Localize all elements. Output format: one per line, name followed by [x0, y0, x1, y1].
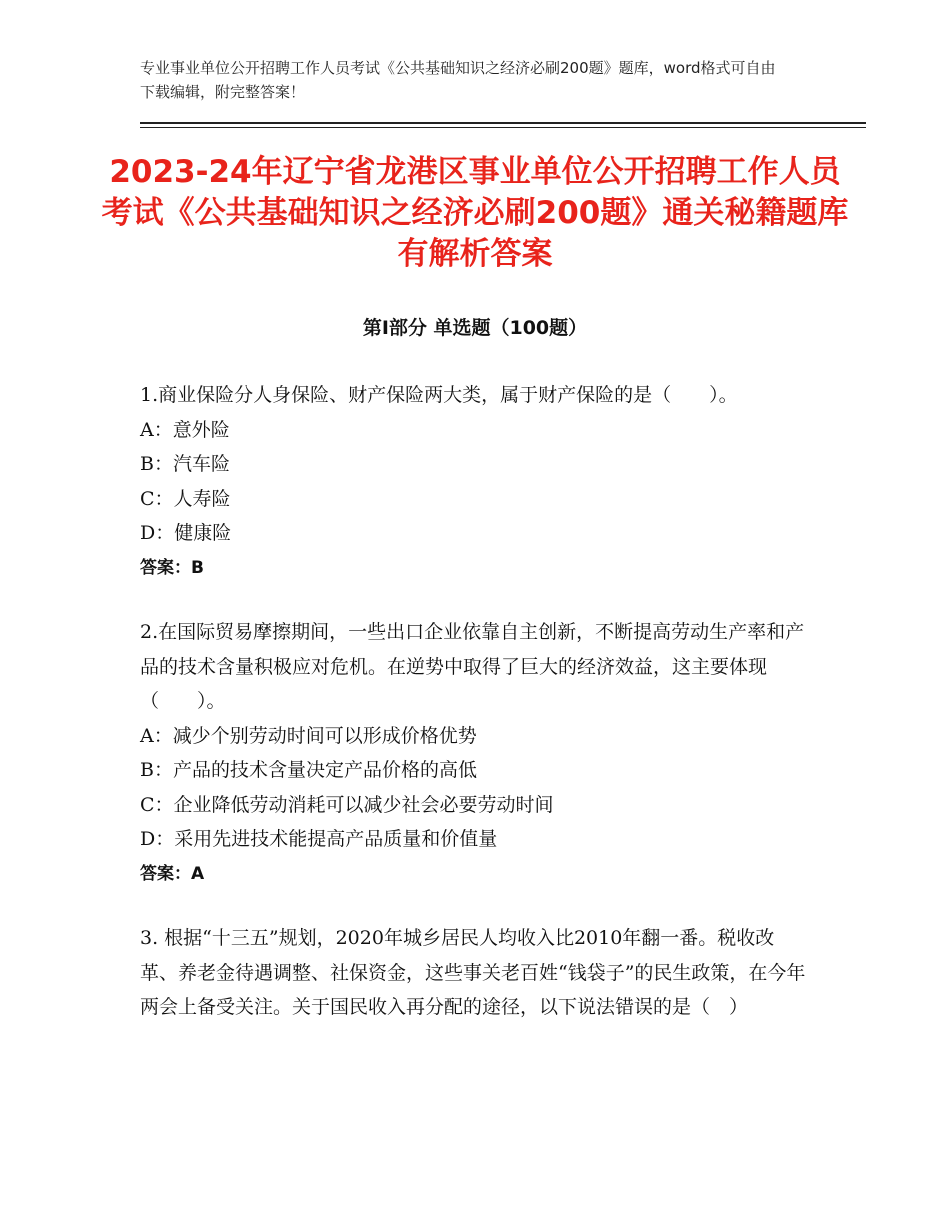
option-b: B：汽车险: [140, 453, 230, 475]
answer-line: 答案：A: [140, 863, 205, 884]
question-stem: 1.商业保险分人身保险、财产保险两大类，属于财产保险的是（ ）。: [140, 384, 738, 406]
option-d: D：健康险: [140, 522, 232, 544]
question-2: [140, 615, 808, 891]
answer-line: 答案：B: [140, 557, 204, 578]
header-rule-thick: [140, 122, 866, 124]
option-b: B：产品的技术含量决定产品价格的高低: [140, 759, 477, 781]
document-title: 2023-24年辽宁省龙港区事业单位公开招聘工作人员考试《公共基础知识之经济必刷200题》通关秘籍题库有解析答案: [101, 154, 849, 272]
option-c: C：人寿险: [140, 487, 231, 510]
question-1: [140, 378, 808, 585]
option-a: A：意外险: [140, 418, 230, 441]
section-title: 第I部分 单选题（100题）: [362, 317, 588, 339]
option-c: C：企业降低劳动消耗可以减少社会必要劳动时间: [140, 793, 554, 816]
question-stem: 3. 根据“十三五”规划，2020年城乡居民人均收入比2010年翻一番。税收改革、养老金待遇调整、社保资金，这些事关老百姓“钱袋子”的民生政策，在今年两会上备受关注。关于国民收入再分配的途径，以下说法错误的是（ ）: [140, 927, 806, 1018]
question-3: [140, 921, 808, 1025]
header-rule-thin: [140, 127, 866, 128]
question-list: [140, 378, 808, 1055]
question-stem: 2.在国际贸易摩擦期间，一些出口企业依靠自主创新，不断提高劳动生产率和产品的技术含量积极应对危机。在逆势中取得了巨大的经济效益，这主要体现（ ）。: [140, 621, 805, 712]
header-note: 专业事业单位公开招聘工作人员考试《公共基础知识之经济必刷200题》题库，word格式可自由下载编辑，附完整答案！: [140, 59, 776, 101]
option-d: D：采用先进技术能提高产品质量和价值量: [140, 828, 498, 850]
option-a: A：减少个别劳动时间可以形成价格优势: [140, 724, 477, 747]
